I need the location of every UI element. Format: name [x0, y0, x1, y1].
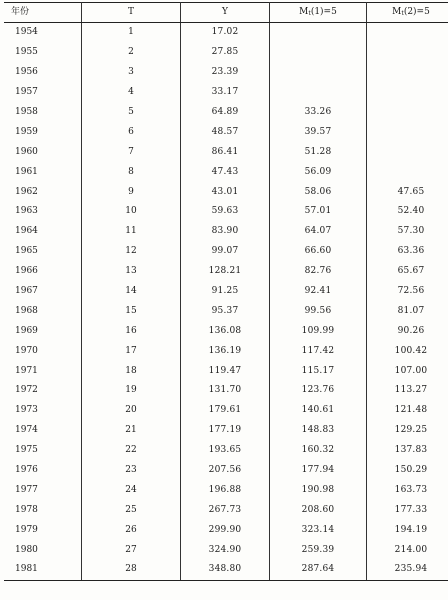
table-row	[4, 321, 448, 341]
table-row	[4, 83, 448, 103]
cell-y: 99.07	[181, 242, 270, 262]
cell-m2	[367, 83, 448, 103]
table-row	[4, 341, 448, 361]
cell-year: 1966	[4, 262, 82, 282]
cell-m1	[270, 23, 367, 43]
cell-t: 19	[82, 381, 181, 401]
cell-m2: 47.65	[397, 186, 425, 197]
cell-m1: 259.39	[270, 540, 367, 560]
moving-average-table	[4, 2, 448, 581]
cell-m1: 109.99	[270, 321, 367, 341]
cell-year: 1978	[4, 500, 82, 520]
table-row	[4, 122, 448, 142]
cell-year: 1958	[4, 103, 82, 123]
cell-m2: 194.19	[394, 524, 428, 535]
header-t: T	[82, 3, 181, 23]
cell-year: 1957	[4, 83, 82, 103]
table-row	[4, 162, 448, 182]
cell-t: 12	[82, 242, 181, 262]
cell-year: 1956	[4, 63, 82, 83]
cell-y: 177.19	[181, 421, 270, 441]
cell-year: 1961	[4, 162, 82, 182]
cell-y: 48.57	[181, 122, 270, 142]
header-m2	[367, 3, 448, 23]
table-row	[4, 242, 448, 262]
cell-m1: 99.56	[270, 301, 367, 321]
header-row	[4, 3, 448, 23]
cell-m2	[367, 43, 448, 63]
cell-y: 59.63	[181, 202, 270, 222]
cell-m1: 208.60	[270, 500, 367, 520]
cell-m1: 287.64	[270, 560, 367, 580]
table-row	[4, 361, 448, 381]
cell-m1: 117.42	[270, 341, 367, 361]
cell-m1: 160.32	[270, 441, 367, 461]
cell-t: 8	[82, 162, 181, 182]
table-row	[4, 142, 448, 162]
cell-m2: 177.33	[394, 504, 428, 515]
cell-year: 1963	[4, 202, 82, 222]
cell-m1: 64.07	[270, 222, 367, 242]
cell-m2: 63.36	[397, 246, 425, 257]
table-row	[4, 182, 448, 202]
table-header	[4, 3, 448, 23]
cell-t: 14	[82, 282, 181, 302]
cell-m1: 190.98	[270, 480, 367, 500]
cell-year: 1967	[4, 282, 82, 302]
table-row	[4, 540, 448, 560]
table-row	[4, 202, 448, 222]
cell-m1: 33.26	[270, 103, 367, 123]
cell-year: 1955	[4, 43, 82, 63]
table-row	[4, 401, 448, 421]
cell-y: 95.37	[181, 301, 270, 321]
cell-y: 136.19	[181, 341, 270, 361]
cell-year: 1969	[4, 321, 82, 341]
cell-m1: 177.94	[270, 461, 367, 481]
table-row	[4, 441, 448, 461]
cell-year: 1964	[4, 222, 82, 242]
table-row	[4, 103, 448, 123]
cell-t: 28	[82, 560, 181, 580]
cell-t: 2	[82, 43, 181, 63]
cell-t: 6	[82, 122, 181, 142]
cell-y: 91.25	[181, 282, 270, 302]
cell-t: 11	[82, 222, 181, 242]
cell-year: 1965	[4, 242, 82, 262]
cell-y: 324.90	[181, 540, 270, 560]
table-row	[4, 282, 448, 302]
table-row	[4, 301, 448, 321]
cell-y: 193.65	[181, 441, 270, 461]
table-row	[4, 63, 448, 83]
cell-year: 1979	[4, 520, 82, 540]
cell-m2	[367, 162, 448, 182]
cell-m1: 323.14	[270, 520, 367, 540]
cell-m2	[367, 142, 448, 162]
cell-m2: 100.42	[394, 345, 428, 356]
cell-t: 3	[82, 63, 181, 83]
cell-m2: 163.73	[394, 484, 428, 495]
cell-t: 9	[82, 182, 181, 202]
cell-m1	[270, 43, 367, 63]
cell-year: 1971	[4, 361, 82, 381]
cell-m1	[270, 83, 367, 103]
cell-t: 25	[82, 500, 181, 520]
table-row	[4, 381, 448, 401]
table-row	[4, 500, 448, 520]
cell-year: 1970	[4, 341, 82, 361]
cell-m2: 81.07	[397, 305, 425, 316]
cell-m2: 214.00	[394, 544, 428, 555]
cell-t: 26	[82, 520, 181, 540]
cell-y: 83.90	[181, 222, 270, 242]
header-y: Y	[181, 3, 270, 23]
cell-y: 196.88	[181, 480, 270, 500]
cell-year: 1975	[4, 441, 82, 461]
cell-m1: 140.61	[270, 401, 367, 421]
cell-t: 22	[82, 441, 181, 461]
header-m1-suffix: (1)=5	[310, 7, 337, 17]
cell-y: 23.39	[181, 63, 270, 83]
cell-y: 119.47	[181, 361, 270, 381]
header-m2-prefix: M	[392, 7, 402, 17]
cell-t: 4	[82, 83, 181, 103]
cell-t: 5	[82, 103, 181, 123]
cell-t: 7	[82, 142, 181, 162]
cell-m2: 65.67	[397, 266, 425, 277]
cell-m1: 115.17	[270, 361, 367, 381]
header-m1	[270, 3, 367, 23]
cell-year: 1968	[4, 301, 82, 321]
cell-m1: 51.28	[270, 142, 367, 162]
cell-m2: 90.26	[397, 325, 425, 336]
cell-m1: 123.76	[270, 381, 367, 401]
table-row	[4, 222, 448, 242]
cell-m1	[270, 63, 367, 83]
cell-m1: 56.09	[270, 162, 367, 182]
cell-year: 1974	[4, 421, 82, 441]
cell-y: 179.61	[181, 401, 270, 421]
cell-m2: 52.40	[397, 206, 425, 217]
cell-m1: 66.60	[270, 242, 367, 262]
table-row	[4, 560, 448, 580]
cell-t: 15	[82, 301, 181, 321]
cell-t: 1	[82, 23, 181, 43]
cell-t: 21	[82, 421, 181, 441]
cell-y: 136.08	[181, 321, 270, 341]
cell-year: 1962	[4, 182, 82, 202]
cell-y: 17.02	[181, 23, 270, 43]
cell-y: 47.43	[181, 162, 270, 182]
cell-t: 27	[82, 540, 181, 560]
header-m2-suffix: (2)=5	[403, 7, 430, 17]
cell-m2: 137.83	[394, 445, 428, 456]
table-row	[4, 43, 448, 63]
cell-y: 86.41	[181, 142, 270, 162]
cell-t: 16	[82, 321, 181, 341]
cell-y: 43.01	[181, 182, 270, 202]
table-row	[4, 421, 448, 441]
cell-y: 131.70	[181, 381, 270, 401]
cell-y: 27.85	[181, 43, 270, 63]
cell-m1: 148.83	[270, 421, 367, 441]
cell-m1: 92.41	[270, 282, 367, 302]
cell-y: 64.89	[181, 103, 270, 123]
cell-t: 10	[82, 202, 181, 222]
cell-t: 20	[82, 401, 181, 421]
cell-year: 1976	[4, 461, 82, 481]
cell-year: 1973	[4, 401, 82, 421]
cell-year: 1972	[4, 381, 82, 401]
cell-year: 1954	[4, 23, 82, 43]
cell-m2	[367, 103, 448, 123]
cell-t: 24	[82, 480, 181, 500]
cell-year: 1960	[4, 142, 82, 162]
cell-year: 1980	[4, 540, 82, 560]
cell-m1: 39.57	[270, 122, 367, 142]
cell-year: 1977	[4, 480, 82, 500]
table-row	[4, 461, 448, 481]
cell-m2: 129.25	[394, 425, 428, 436]
cell-m2: 150.29	[394, 465, 428, 476]
cell-y: 128.21	[181, 262, 270, 282]
cell-m2: 113.27	[394, 385, 428, 396]
cell-m2	[367, 63, 448, 83]
cell-m2	[367, 122, 448, 142]
cell-m2: 72.56	[397, 286, 425, 297]
header-m2-subscript: t	[401, 10, 404, 17]
cell-t: 17	[82, 341, 181, 361]
cell-year: 1981	[4, 560, 82, 580]
cell-y: 33.17	[181, 83, 270, 103]
cell-m2	[367, 23, 448, 43]
cell-y: 267.73	[181, 500, 270, 520]
cell-y: 207.56	[181, 461, 270, 481]
cell-year: 1959	[4, 122, 82, 142]
table-row	[4, 520, 448, 540]
header-m1-prefix: M	[299, 7, 309, 17]
cell-m2: 57.30	[397, 226, 425, 237]
header-year: 年份	[4, 3, 82, 23]
cell-t: 18	[82, 361, 181, 381]
cell-m2: 107.00	[394, 365, 428, 376]
table-body	[4, 23, 448, 581]
cell-t: 23	[82, 461, 181, 481]
cell-m2: 121.48	[394, 405, 428, 416]
table-row	[4, 480, 448, 500]
cell-m1: 58.06	[270, 182, 367, 202]
cell-m2: 235.94	[367, 560, 448, 580]
cell-m1: 82.76	[270, 262, 367, 282]
header-m1-subscript: t	[308, 10, 311, 17]
cell-y: 299.90	[181, 520, 270, 540]
cell-m1: 57.01	[270, 202, 367, 222]
table-row	[4, 262, 448, 282]
cell-t: 13	[82, 262, 181, 282]
cell-y: 348.80	[181, 560, 270, 580]
table-row	[4, 23, 448, 43]
